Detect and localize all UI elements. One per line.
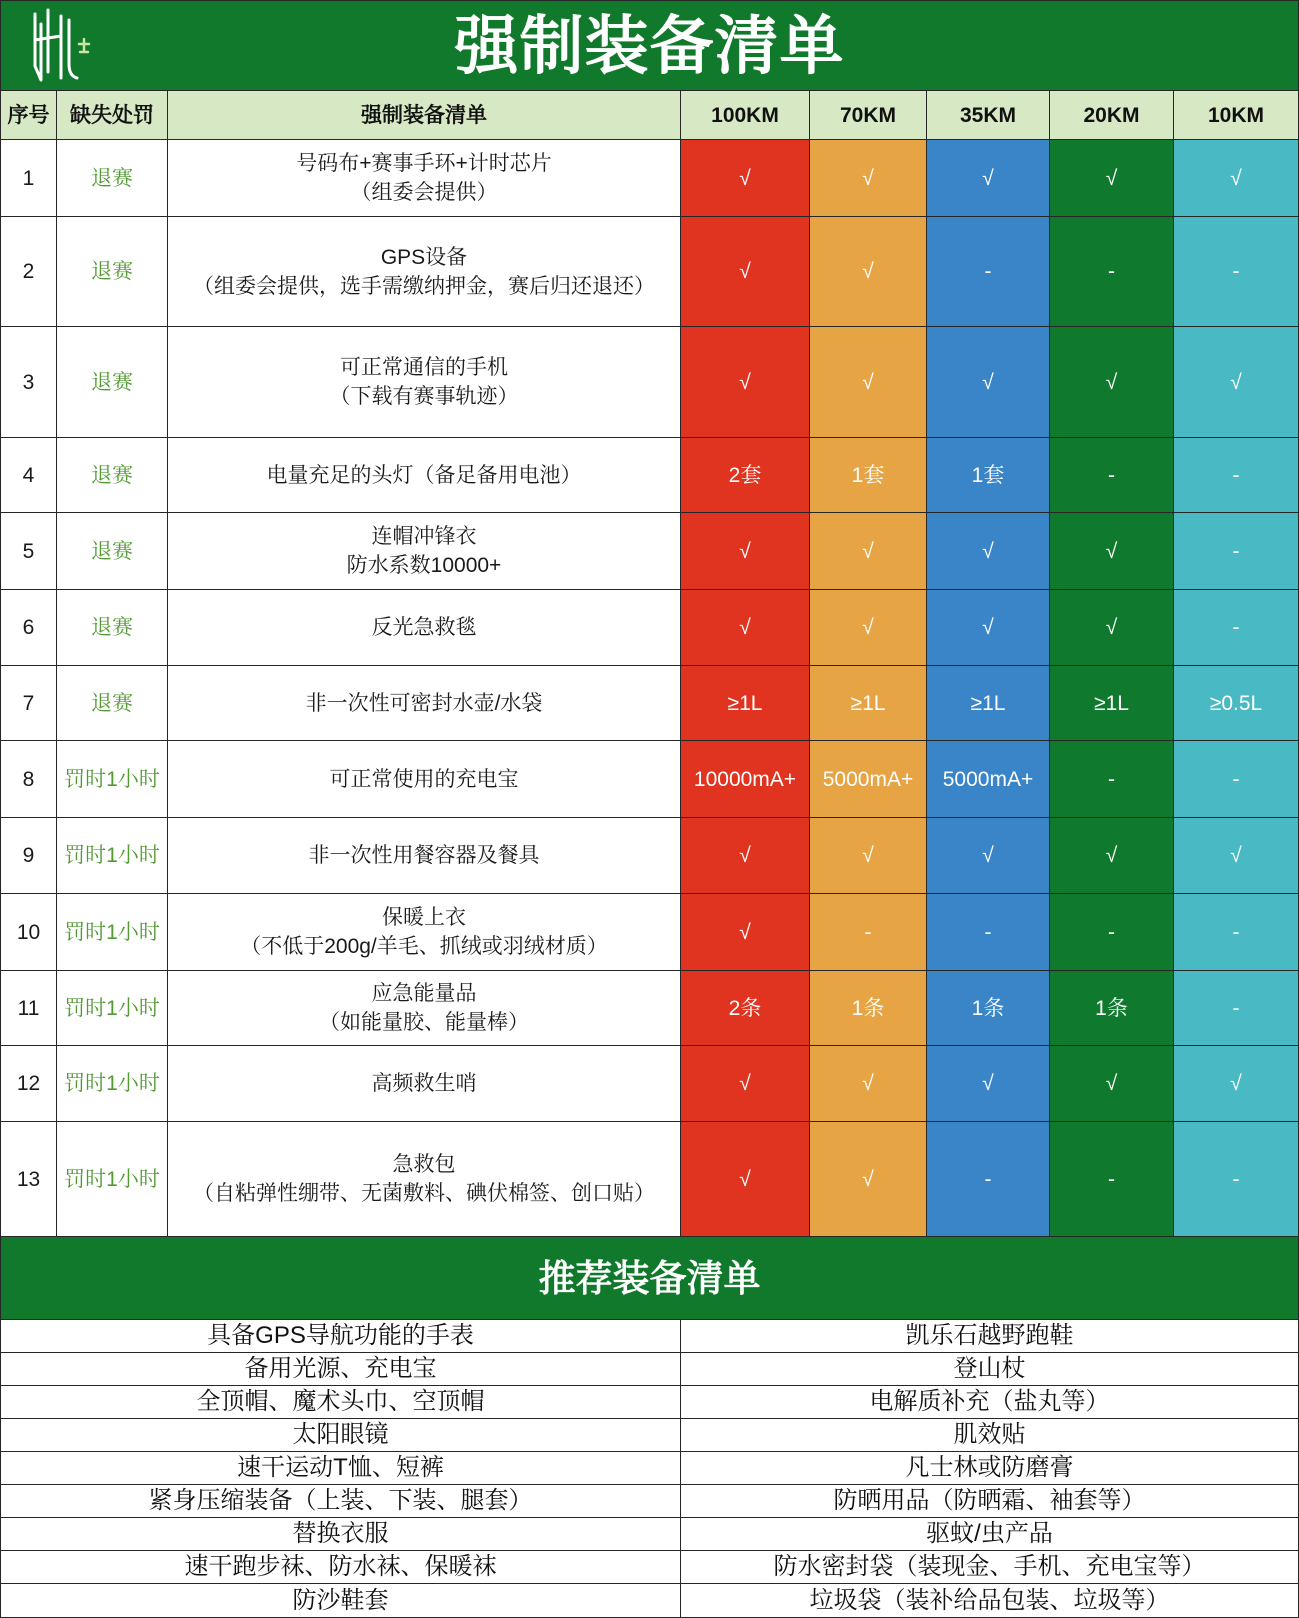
value-100km: √ [681,818,810,894]
penalty: 退赛 [57,140,168,217]
value-20km: 1条 [1050,971,1174,1046]
item-cell [168,327,681,438]
recommended-item: 凯乐石越野跑鞋 [681,1320,1299,1353]
title-bar [0,0,1299,91]
recommended-item: 驱蚊/虫产品 [681,1518,1299,1551]
item-note: （如能量胶、能量棒） [319,1011,529,1034]
value-35km: - [927,1122,1050,1237]
item-note: （下载有赛事轨迹） [329,385,519,408]
value-70km: √ [810,513,927,590]
logo-icon [27,6,95,86]
item-note: （组委会提供，选手需缴纳押金，赛后归还退还） [193,274,655,298]
recommended-table [0,1320,1299,1618]
header-70km: 70KM [810,91,927,140]
item-note: （不低于200g/羊毛、抓绒或羽绒材质） [240,935,608,958]
penalty: 罚时1小时 [57,894,168,971]
recommended-item: 紧身压缩装备（上装、下装、腿套） [0,1485,681,1518]
value-35km: 1套 [927,438,1050,513]
value-70km: √ [810,1046,927,1122]
penalty: 罚时1小时 [57,971,168,1046]
header-10km: 10KM [1174,91,1299,140]
value-10km: - [1174,971,1299,1046]
value-10km: √ [1174,327,1299,438]
row-index: 7 [0,666,57,741]
value-100km: √ [681,217,810,327]
row-index: 10 [0,894,57,971]
value-70km: √ [810,590,927,666]
item-note: 防水系数10000+ [346,554,502,577]
penalty: 罚时1小时 [57,741,168,818]
row-index: 3 [0,327,57,438]
item-name: 保暖上衣 [382,906,466,929]
value-100km: √ [681,894,810,971]
value-10km: - [1174,217,1299,327]
value-100km: √ [681,140,810,217]
item-cell [168,1046,681,1122]
row-index: 13 [0,1122,57,1237]
value-20km: - [1050,741,1174,818]
item-cell [168,140,681,217]
row-index: 8 [0,741,57,818]
value-10km: - [1174,590,1299,666]
recommended-item: 速干运动T恤、短裤 [0,1452,681,1485]
recommended-header [0,1237,1299,1320]
value-20km: - [1050,438,1174,513]
recommended-item: 防水密封袋（装现金、手机、充电宝等） [681,1551,1299,1584]
item-cell [168,513,681,590]
item-name: 电量充足的头灯（备足备用电池） [266,463,582,487]
value-20km: ≥1L [1050,666,1174,741]
recommended-item: 凡士林或防磨膏 [681,1452,1299,1485]
value-35km: - [927,217,1050,327]
value-20km: √ [1050,1046,1174,1122]
value-100km: √ [681,513,810,590]
header-35km: 35KM [927,91,1050,140]
value-70km: ≥1L [810,666,927,741]
row-index: 6 [0,590,57,666]
value-70km: - [810,894,927,971]
value-100km: 2条 [681,971,810,1046]
value-100km: ≥1L [681,666,810,741]
item-cell [168,1122,681,1237]
value-70km: √ [810,818,927,894]
item-name: 号码布+赛事手环+计时芯片 [296,152,552,175]
row-index: 1 [0,140,57,217]
value-20km: - [1050,1122,1174,1237]
item-cell [168,971,681,1046]
header-item: 强制装备清单 [168,91,681,140]
value-10km: - [1174,438,1299,513]
value-70km: √ [810,1122,927,1237]
value-100km: √ [681,1046,810,1122]
recommended-item: 垃圾袋（装补给品包装、垃圾等） [681,1584,1299,1618]
penalty: 罚时1小时 [57,1046,168,1122]
value-100km: 10000mA+ [681,741,810,818]
value-10km: ≥0.5L [1174,666,1299,741]
recommended-item: 防晒用品（防晒霜、袖套等） [681,1485,1299,1518]
item-name: GPS设备 [380,245,468,269]
value-100km: √ [681,590,810,666]
penalty: 退赛 [57,438,168,513]
value-35km: √ [927,1046,1050,1122]
row-index: 2 [0,217,57,327]
row-index: 11 [0,971,57,1046]
recommended-title: 推荐装备清单 [538,1257,761,1299]
item-name: 应急能量品 [371,982,477,1005]
item-cell [168,438,681,513]
penalty: 退赛 [57,327,168,438]
value-70km: 5000mA+ [810,741,927,818]
item-name: 连帽冲锋衣 [371,525,477,548]
value-35km: √ [927,818,1050,894]
item-cell [168,217,681,327]
value-20km: √ [1050,513,1174,590]
row-index: 4 [0,438,57,513]
value-35km: - [927,894,1050,971]
item-cell [168,590,681,666]
value-20km: √ [1050,590,1174,666]
value-70km: 1套 [810,438,927,513]
page-title: 强制装备清单 [454,9,845,82]
header-20km: 20KM [1050,91,1174,140]
recommended-item: 具备GPS导航功能的手表 [0,1320,681,1353]
value-20km: √ [1050,818,1174,894]
value-10km: √ [1174,1046,1299,1122]
value-35km: √ [927,140,1050,217]
value-100km: √ [681,1122,810,1237]
recommended-item: 登山杖 [681,1353,1299,1386]
row-index: 12 [0,1046,57,1122]
value-70km: 1条 [810,971,927,1046]
recommended-item: 太阳眼镜 [0,1419,681,1452]
value-35km: 1条 [927,971,1050,1046]
value-10km: - [1174,741,1299,818]
item-name: 非一次性用餐容器及餐具 [308,844,540,867]
item-name: 可正常通信的手机 [340,356,508,379]
item-cell [168,666,681,741]
item-name: 非一次性可密封水壶/水袋 [305,691,543,715]
value-20km: √ [1050,327,1174,438]
value-35km: √ [927,327,1050,438]
value-10km: √ [1174,818,1299,894]
penalty: 退赛 [57,217,168,327]
item-name: 可正常使用的充电宝 [329,767,519,791]
mandatory-table [0,91,1299,1237]
item-name: 高频救生哨 [371,1072,477,1095]
value-70km: √ [810,217,927,327]
row-index: 9 [0,818,57,894]
value-70km: √ [810,140,927,217]
value-100km: 2套 [681,438,810,513]
item-cell [168,741,681,818]
value-10km: - [1174,1122,1299,1237]
penalty: 退赛 [57,513,168,590]
item-cell [168,894,681,971]
value-10km: - [1174,894,1299,971]
item-note: （组委会提供） [350,181,498,204]
value-35km: ≥1L [927,666,1050,741]
recommended-item: 电解质补充（盐丸等） [681,1386,1299,1419]
value-10km: - [1174,513,1299,590]
recommended-item: 全顶帽、魔术头巾、空顶帽 [0,1386,681,1419]
item-note: （自粘弹性绷带、无菌敷料、碘伏棉签、创口贴） [193,1182,655,1205]
header-index: 序号 [0,91,57,140]
penalty: 退赛 [57,666,168,741]
value-20km: - [1050,894,1174,971]
item-name: 反光急救毯 [371,616,477,639]
penalty: 罚时1小时 [57,818,168,894]
header-100km: 100KM [681,91,810,140]
item-name: 急救包 [392,1153,456,1176]
recommended-item: 替换衣服 [0,1518,681,1551]
recommended-item: 速干跑步袜、防水袜、保暖袜 [0,1551,681,1584]
value-20km: √ [1050,140,1174,217]
value-35km: √ [927,590,1050,666]
value-35km: 5000mA+ [927,741,1050,818]
item-cell [168,818,681,894]
value-70km: √ [810,327,927,438]
penalty: 退赛 [57,590,168,666]
value-20km: - [1050,217,1174,327]
penalty: 罚时1小时 [57,1122,168,1237]
header-penalty: 缺失处罚 [57,91,168,140]
value-100km: √ [681,327,810,438]
recommended-item: 肌效贴 [681,1419,1299,1452]
value-35km: √ [927,513,1050,590]
recommended-item: 备用光源、充电宝 [0,1353,681,1386]
value-10km: √ [1174,140,1299,217]
row-index: 5 [0,513,57,590]
recommended-item: 防沙鞋套 [0,1584,681,1618]
